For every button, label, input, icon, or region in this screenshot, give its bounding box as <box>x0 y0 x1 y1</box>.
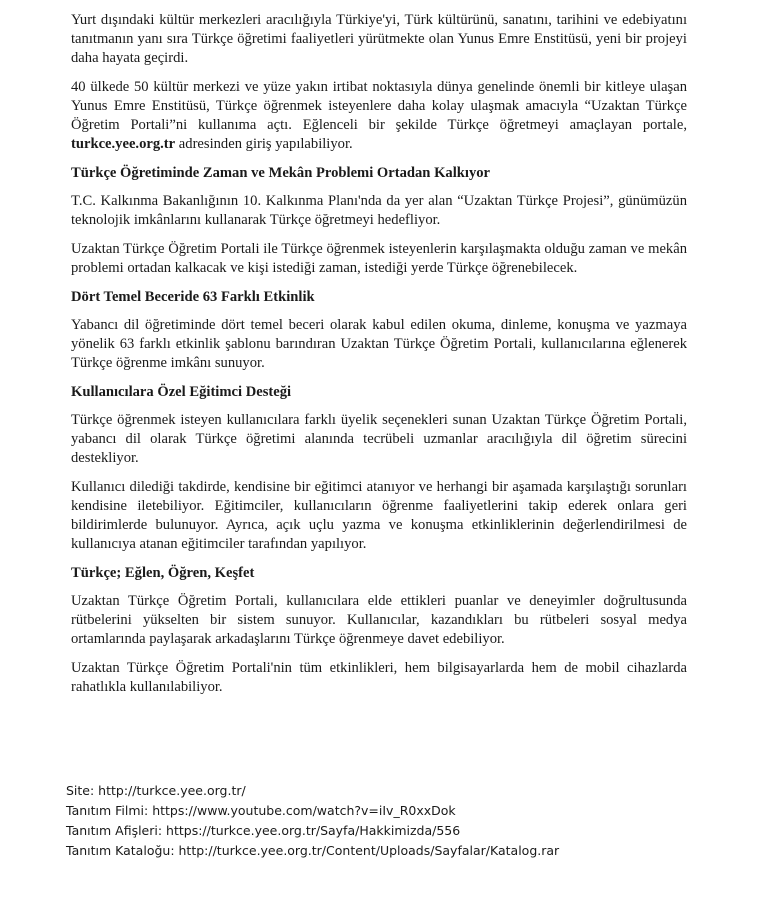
paragraph-intro: Yurt dışındaki kültür merkezleri aracılığıyla Türkiye'yi, Türk kültürünü, sanatını, tarihini ve edebiyatını tanıtmanın yanı sıra Türkçe öğretimi faaliyetleri yürütmekte olan Yunus Emre Enstitüsü, yeni bir projeyi daha hayata geçirdi. <box>71 12 687 66</box>
link-promo-film[interactable]: Tanıtım Filmi: https://www.youtube.com/watch?v=iIv_R0xxDok <box>66 803 456 818</box>
paragraph-portal-text: 40 ülkede 50 kültür merkezi ve yüze yakın irtibat noktasıyla dünya genelinde önemli bir kitleye ulaşan Yunus Emre Enstitüsü, Türkçe öğrenmek isteyenlere daha kolay ulaşmak amacıyla “Uzaktan Türkçe Öğretim Portali”ni kullanıma açtı. Eğlenceli bir şekilde Türkçe öğretmeyi amaçlayan portale, <box>71 79 687 133</box>
paragraph-membership: Türkçe öğrenmek isteyen kullanıcılara farklı üyelik seçenekleri sunan Uzaktan Türkçe Öğretim Portali, yabancı dil olarak Türkçe öğretimi alanında tecrübeli uzmanlar aracılığıyla dil öğretim sürecini destekliyor. <box>71 412 687 466</box>
portal-address: turkce.yee.org.tr <box>71 136 176 152</box>
heading-time-space: Türkçe Öğretiminde Zaman ve Mekân Problemi Ortadan Kalkıyor <box>71 165 491 181</box>
paragraph-problem: Uzaktan Türkçe Öğretim Portali ile Türkçe öğrenmek isteyenlerin karşılaşmakta olduğu zaman ve mekân problemi ortadan kalkacak ve kişi istediği zaman, istediği yerde Türkçe öğrenebilecek. <box>71 241 687 276</box>
paragraph-portal-end: adresinden giriş yapılabiliyor. <box>175 136 353 152</box>
heading-instructor-support: Kullanıcılara Özel Eğitimci Desteği <box>71 384 292 400</box>
article-body <box>71 11 687 707</box>
link-promo-catalog[interactable]: Tanıtım Kataloğu: http://turkce.yee.org.tr/Content/Uploads/Sayfalar/Katalog.rar <box>66 843 560 858</box>
paragraph-portal <box>71 78 687 154</box>
heading-fun-learn-discover: Türkçe; Eğlen, Öğren, Keşfet <box>71 565 255 581</box>
paragraph-project: T.C. Kalkınma Bakanlığının 10. Kalkınma Planı'nda da yer alan “Uzaktan Türkçe Projesi”, günümüzün teknolojik imkânlarını kullanarak Türkçe öğretmeyi hedefliyor. <box>71 193 687 228</box>
paragraph-activities: Yabancı dil öğretiminde dört temel beceri olarak kabul edilen okuma, dinleme, konuşma ve yazmaya yönelik 63 farklı etkinlik şablonu barındıran Uzaktan Türkçe Öğretim Portali, kullanıcılarına eğlenerek Türkçe öğrenme imkânı sunuyor. <box>71 317 687 371</box>
paragraph-instructor: Kullanıcı dilediği takdirde, kendisine bir eğitimci atanıyor ve herhangi bir aşamada karşılaştığı sorunları kendisine iletebiliyor. Eğitimciler, kullanıcıların öğrenme faaliyetlerini takip ederek onlara geri bildirimlerde bulunuyor. Ayrıca, açık uçlu yazma ve konuşma etkinliklerinin değerlendirilmesi de kullanıcıya atanan eğitimciler tarafından yapılıyor. <box>71 479 687 552</box>
paragraph-ranks: Uzaktan Türkçe Öğretim Portali, kullanıcılara elde ettikleri puanlar ve deneyimler doğrultusunda rütbelerini yükselten bir sistem sunuyor. Kullanıcılar, kazandıkları bu rütbeleri sosyal medya ortamlarında paylaşarak arkadaşlarını Türkçe öğrenmeye davet edebiliyor. <box>71 593 687 647</box>
heading-four-skills: Dört Temel Beceride 63 Farklı Etkinlik <box>71 289 315 305</box>
link-site[interactable]: Site: http://turkce.yee.org.tr/ <box>66 783 246 798</box>
link-list <box>66 781 726 861</box>
link-promo-posters[interactable]: Tanıtım Afişleri: https://turkce.yee.org.tr/Sayfa/Hakkimizda/556 <box>66 823 461 838</box>
paragraph-mobile: Uzaktan Türkçe Öğretim Portali'nin tüm etkinlikleri, hem bilgisayarlarda hem de mobil cihazlarda rahatlıkla kullanılabiliyor. <box>71 660 687 695</box>
